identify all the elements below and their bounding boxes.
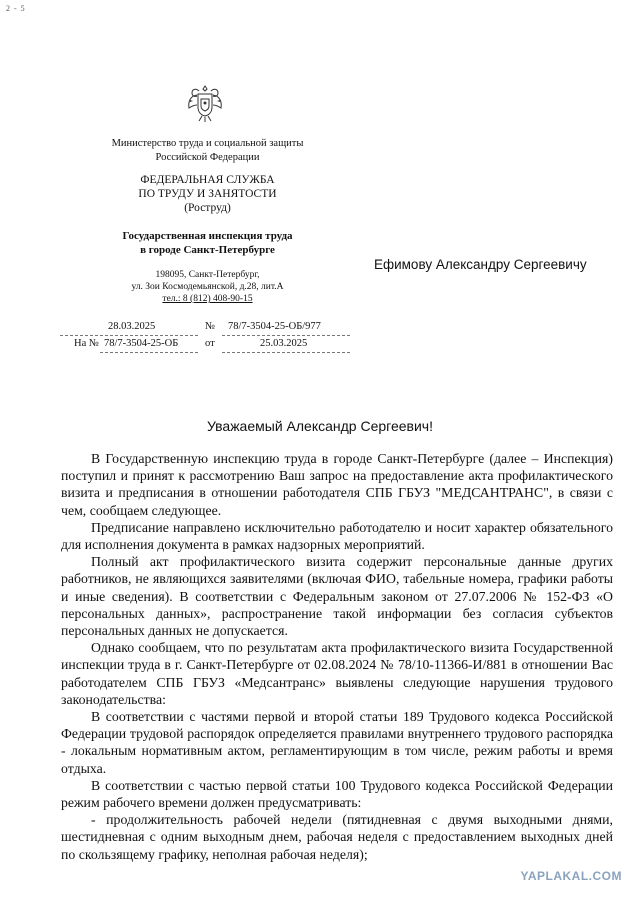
service-line: (Роструд) bbox=[184, 202, 231, 214]
body-paragraph: В Государственную инспекцию труда в городе Санкт-Петербурге (далее – Инспекция) поступил и принят к рассмотрению Ваш запрос на предоставление акта профилактического визита и предписания в отношении работодателя СПБ ГБУЗ "МЕДСАНТРАНС", в связи с чем, сообщаем следующее. bbox=[61, 451, 613, 518]
body-paragraph: Однако сообщаем, что по результатам акта профилактического визита Государственной инспекции труда в г. Санкт-Петербурге от 02.08.2024 № 78/10-11366-И/881 в отношении Вас работодателем СПБ ГБУЗ «Медсантранс» выявлены следующие нарушения трудового законодательства: bbox=[61, 640, 613, 707]
reply-registration bbox=[60, 338, 350, 352]
inspection-line: в городе Санкт-Петербурге bbox=[140, 244, 275, 256]
reply-to-date: 25.03.2025 bbox=[260, 338, 308, 349]
inspection-address bbox=[85, 269, 330, 305]
body-paragraph: Полный акт профилактического визита содержит персональные данные других работников, не являющихся заявителями (включая ФИО, табельные номера, графики работы и иные сведения). В соответствии с Федеральным законом от 27.07.2006 № 152-ФЗ «О персональных данных», распространение такой информации без согласия субъектов персональных данных не допускается. bbox=[61, 554, 613, 639]
service-line: ПО ТРУДУ И ЗАНЯТОСТИ bbox=[138, 188, 277, 200]
service-line: ФЕДЕРАЛЬНАЯ СЛУЖБА bbox=[140, 174, 275, 186]
address-line: ул. Зои Космодемьянской, д.28, лит.А bbox=[131, 282, 284, 292]
inspection-name bbox=[85, 229, 330, 257]
body-paragraph: - продолжительность рабочей недели (пятидневная с двумя выходными днями, шестидневная с одним выходным днем, рабочая неделя с предоставлением выходных дней по скользящему графику, неполная рабочая неделя); bbox=[61, 812, 613, 862]
phone-number: тел.: 8 (812) 408-90-15 bbox=[162, 294, 253, 304]
reply-number-underline bbox=[100, 352, 198, 353]
number-underline bbox=[222, 335, 350, 336]
ministry-line: Министерство труда и социальной защиты bbox=[111, 138, 304, 149]
reply-to-number: 78/7-3504-25-ОБ bbox=[104, 338, 179, 349]
date-underline bbox=[60, 335, 198, 336]
body-paragraph: Предписание направлено исключительно работодателю и носит характер обязательного для исполнения документа в рамках надзорных мероприятий. bbox=[61, 519, 613, 553]
body-paragraph: В соответствии с частями первой и второй статьи 189 Трудового кодекса Российской Федерации трудовой распорядок определяется правилами внутреннего трудового распорядка - локальным нормативным актом, регламентирующим в том числе, режим работы и время отдыха. bbox=[61, 709, 613, 776]
reply-to-label: На № bbox=[74, 338, 99, 349]
address-line: 198095, Санкт-Петербург, bbox=[155, 270, 260, 280]
reply-date-underline bbox=[222, 352, 350, 353]
letter-body bbox=[61, 450, 613, 863]
number-label: № bbox=[205, 321, 216, 332]
service-name bbox=[85, 173, 330, 215]
ministry-name bbox=[85, 137, 330, 165]
outgoing-number: 78/7-3504-25-ОБ/977 bbox=[228, 321, 321, 332]
addressee: Ефимову Александру Сергеевичу bbox=[374, 257, 587, 272]
outgoing-date: 28.03.2025 bbox=[108, 321, 156, 332]
site-watermark: YAPLAKAL.COM bbox=[520, 869, 622, 883]
coat-of-arms-emblem bbox=[186, 82, 224, 124]
body-paragraph: В соответствии с частью первой статьи 100 Трудового кодекса Российской Федерации режим рабочего времени должен предусматривать: bbox=[61, 777, 613, 811]
from-label: от bbox=[205, 338, 215, 349]
ministry-line: Российской Федерации bbox=[155, 152, 260, 163]
outgoing-registration bbox=[60, 321, 350, 335]
salutation: Уважаемый Александр Сергеевич! bbox=[207, 418, 433, 434]
inspection-line: Государственная инспекция труда bbox=[122, 230, 293, 242]
corner-mark: 2 - 5 bbox=[6, 4, 26, 13]
